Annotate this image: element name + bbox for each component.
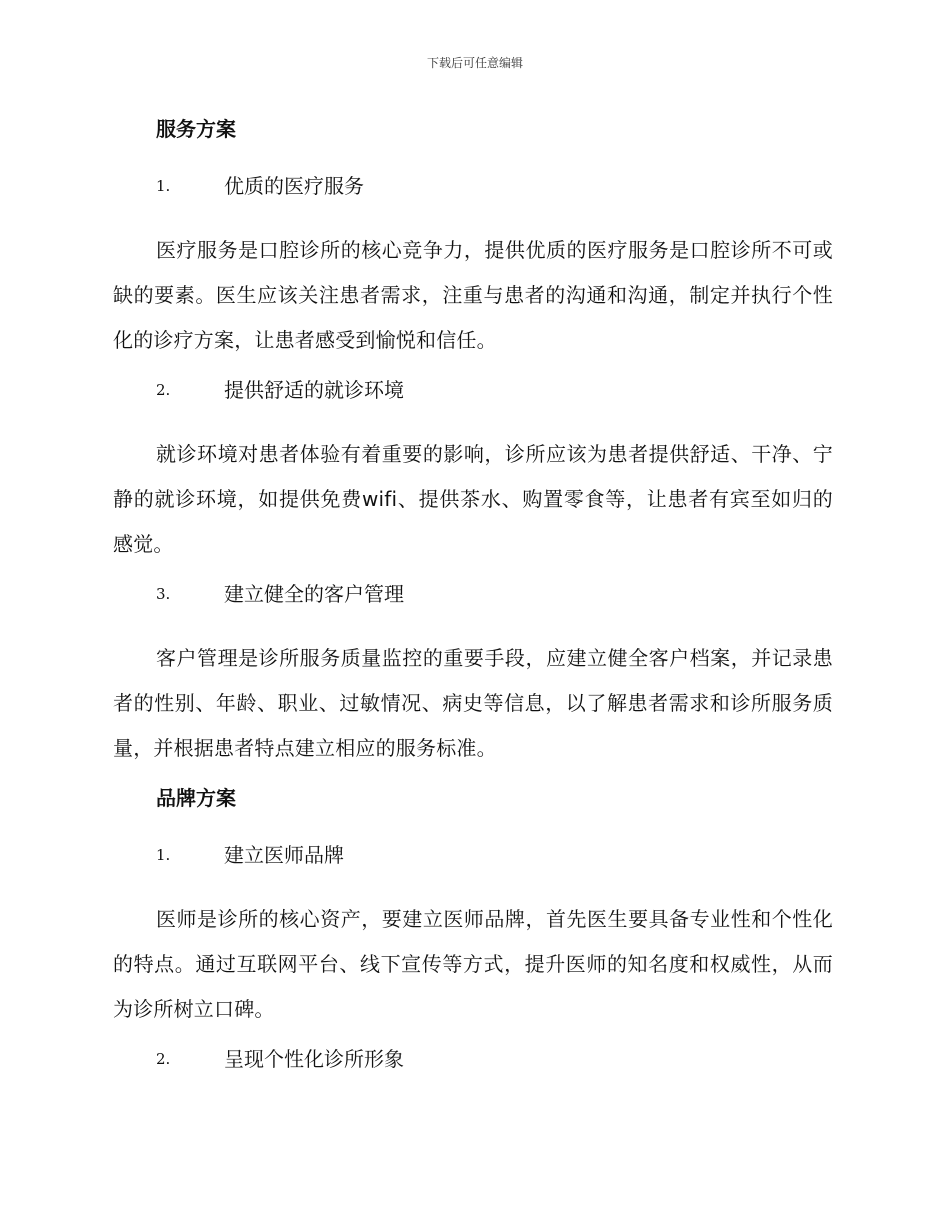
list-number: 3. bbox=[156, 585, 171, 603]
list-heading: 提供舒适的就诊环境 bbox=[224, 378, 404, 402]
section-title-service: 服务方案 bbox=[156, 117, 236, 141]
paragraph: 客户管理是诊所服务质量监控的重要手段，应建立健全客户档案，并记录患者的性别、年龄、职业、过敏情况、病史等信息，以了解患者需求和诊所服务质量，并根据患者特点建立相应的服务标准。 bbox=[113, 646, 833, 760]
list-item-heading bbox=[156, 171, 833, 201]
list-heading: 呈现个性化诊所形象 bbox=[224, 1047, 404, 1071]
paragraph: 医师是诊所的核心资产，要建立医师品牌，首先医生要具备专业性和个性化的特点。通过互联网平台、线下宣传等方式，提升医师的知名度和权威性，从而为诊所树立口碑。 bbox=[113, 907, 833, 1021]
list-item-heading bbox=[156, 375, 833, 405]
document-body bbox=[113, 114, 833, 1101]
list-heading: 建立健全的客户管理 bbox=[224, 582, 404, 606]
list-item-heading bbox=[156, 840, 833, 870]
page-header: 下载后可任意编辑 bbox=[426, 56, 523, 70]
list-number: 1. bbox=[156, 846, 171, 864]
list-item-heading bbox=[156, 579, 833, 609]
paragraph: 就诊环境对患者体验有着重要的影响，诊所应该为患者提供舒适、干净、宁静的就诊环境，如提供免费wifi、提供茶水、购置零食等，让患者有宾至如归的感觉。 bbox=[113, 442, 833, 556]
list-number: 2. bbox=[156, 1050, 171, 1068]
list-item-heading bbox=[156, 1044, 833, 1074]
list-heading: 建立医师品牌 bbox=[224, 843, 344, 867]
section-title-brand: 品牌方案 bbox=[156, 786, 236, 810]
paragraph: 医疗服务是口腔诊所的核心竞争力，提供优质的医疗服务是口腔诊所不可或缺的要素。医生应该关注患者需求，注重与患者的沟通和沟通，制定并执行个性化的诊疗方案，让患者感受到愉悦和信任。 bbox=[113, 238, 833, 352]
list-heading: 优质的医疗服务 bbox=[224, 174, 364, 198]
list-number: 1. bbox=[156, 177, 171, 195]
list-number: 2. bbox=[156, 381, 171, 399]
